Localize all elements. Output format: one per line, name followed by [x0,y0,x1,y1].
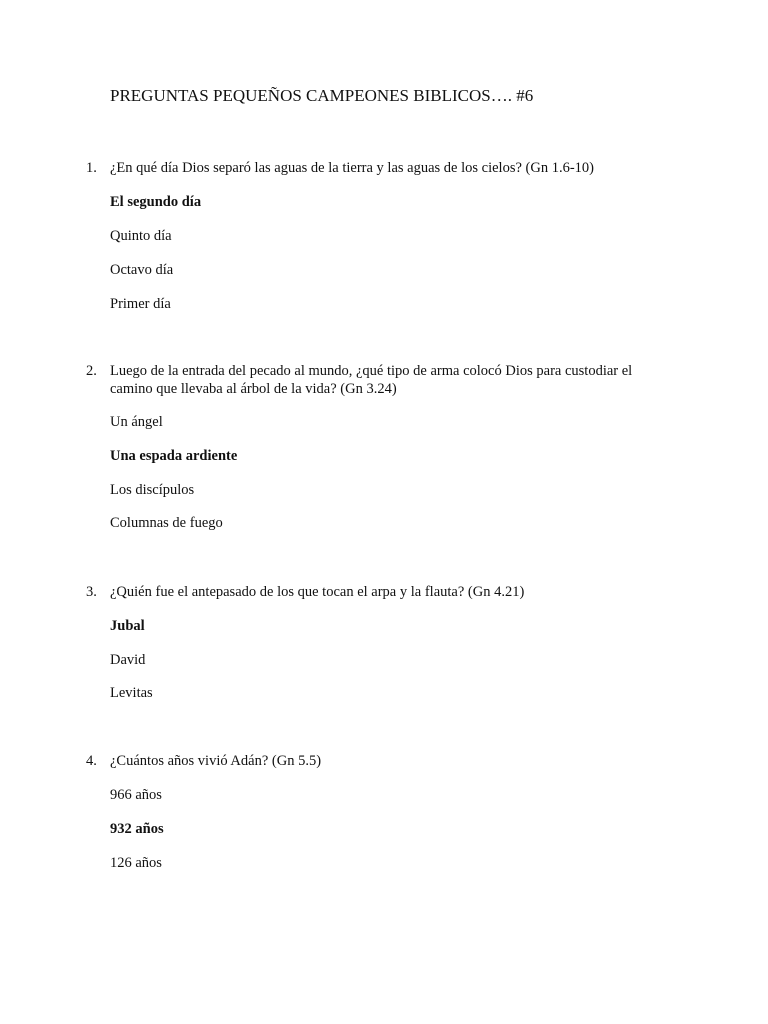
question-number: 3. [86,584,97,600]
question-number: 4. [86,753,97,769]
answer-option: Quinto día [110,228,172,244]
question-number: 1. [86,160,97,176]
question-2 [86,362,686,398]
answer-option: David [110,652,146,668]
answer-option: 966 años [110,787,162,803]
question-1 [86,159,686,177]
question-text: Luego de la entrada del pecado al mundo, ¿qué tipo de arma colocó Dios para custodiar el camino que llevaba al árbol de la vida? (Gn 3.24) [110,363,633,397]
question-number: 2. [86,363,97,379]
answer-option: Un ángel [110,414,163,430]
question-text: ¿Quién fue el antepasado de los que tocan el arpa y la flauta? (Gn 4.21) [110,584,525,600]
answer-option: Levitas [110,685,153,701]
answer-option: Los discípulos [110,482,195,498]
question-text: ¿Cuántos años vivió Adán? (Gn 5.5) [110,753,322,769]
answer-option: Primer día [110,296,171,312]
answer-option: 126 años [110,855,162,871]
answer-option: Octavo día [110,262,174,278]
answer-option: Columnas de fuego [110,515,223,531]
page-title: PREGUNTAS PEQUEÑOS CAMPEONES BIBLICOS…. #6 [110,86,534,105]
answer-option-correct: Jubal [110,618,145,634]
answer-option-correct: El segundo día [110,194,202,210]
question-4 [86,752,686,770]
answer-option-correct: Una espada ardiente [110,448,238,464]
question-text: ¿En qué día Dios separó las aguas de la tierra y las aguas de los cielos? (Gn 1.6-10) [110,160,594,176]
answer-option-correct: 932 años [110,821,164,837]
question-3 [86,583,686,601]
